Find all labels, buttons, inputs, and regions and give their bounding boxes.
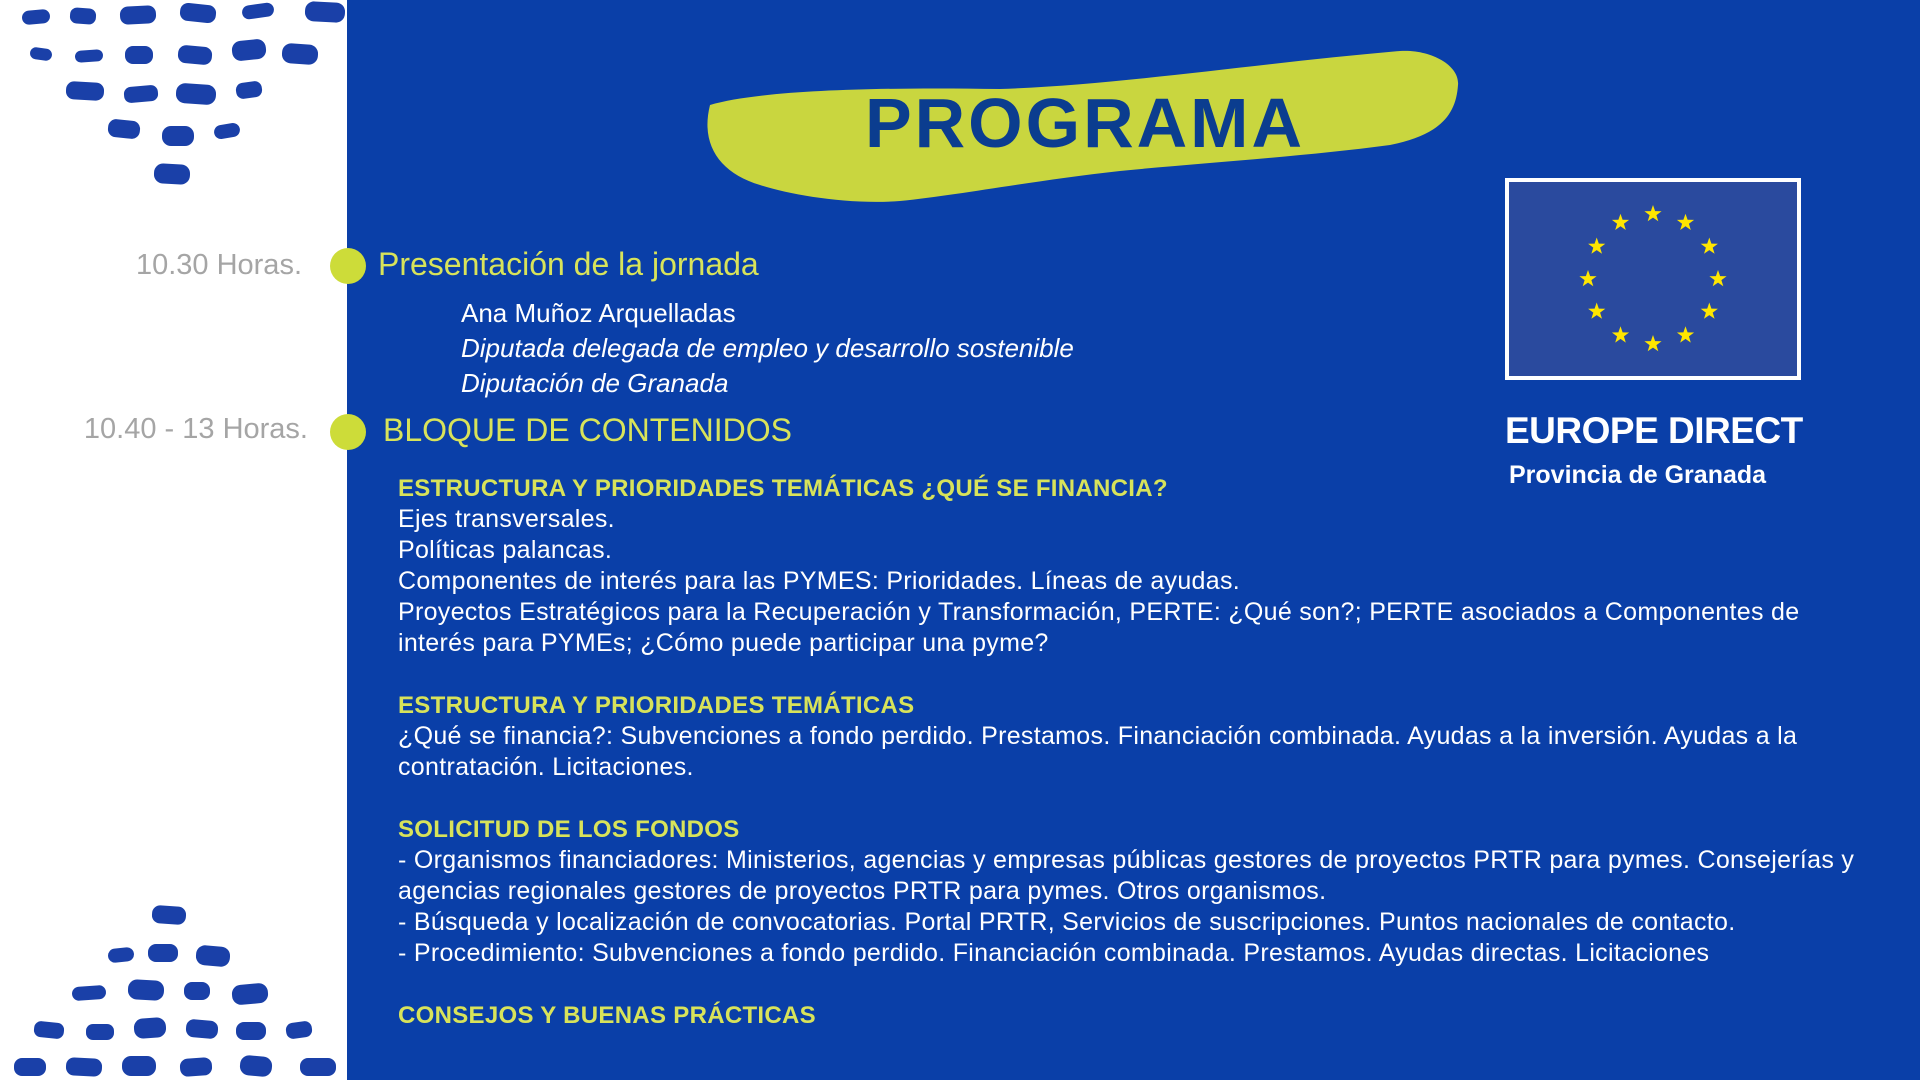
agenda-time: 10.40 - 13 Horas. [83, 413, 308, 445]
section-line: ¿Qué se financia?: Subvenciones a fondo perdido. Prestamos. Financiación combinada. Ayudas a la inversión. Ayudas a la contratación. Licitaciones. [398, 722, 1798, 781]
logo-title: EUROPE DIRECT [1505, 410, 1803, 451]
speaker-name: Ana Muñoz Arquelladas [461, 298, 736, 328]
eu-star-icon [1612, 326, 1629, 342]
section-line: Ejes transversales. [398, 505, 615, 533]
agenda-time: 10.30 Horas. [135, 249, 302, 281]
speaker-role: Diputada delegada de empleo y desarrollo sostenible [461, 333, 1074, 363]
section-line: - Procedimiento: Subvenciones a fondo perdido. Financiación combinada. Prestamos. Ayudas directas. Licitaciones [398, 939, 1710, 967]
eu-star-icon [1644, 205, 1661, 221]
page-title: PROGRAMA [864, 84, 1306, 162]
logo-subtitle: Provincia de Granada [1509, 461, 1767, 489]
section-line: - Búsqueda y localización de convocatorias. Portal PRTR, Servicios de suscripciones. Puntos nacionales de contacto. [398, 908, 1736, 936]
eu-star-icon [1701, 303, 1718, 319]
speaker-block [461, 296, 1074, 401]
section-line: Componentes de interés para las PYMES: Prioridades. Líneas de ayudas. [398, 567, 1241, 595]
timeline-bullet [330, 414, 366, 450]
eu-star-icon [1709, 270, 1726, 286]
eu-flag-icon [1505, 178, 1801, 380]
eu-stars [1509, 182, 1797, 376]
agenda-heading: BLOQUE DE CONTENIDOS [383, 412, 792, 448]
eu-star-icon [1677, 326, 1694, 342]
section-heading: CONSEJOS Y BUENAS PRÁCTICAS [398, 1002, 816, 1029]
timeline-bullet [330, 248, 366, 284]
section-line: Proyectos Estratégicos para la Recuperación y Transformación, PERTE: ¿Qué son?; PERTE asociados a Componentes de interés para PYMEs; ¿Cómo puede participar una pyme? [398, 598, 1800, 657]
eu-star-icon [1579, 270, 1596, 286]
eu-star-icon [1677, 214, 1694, 230]
eu-star-icon [1588, 303, 1605, 319]
section-heading: ESTRUCTURA Y PRIORIDADES TEMÁTICAS ¿QUÉ SE FINANCIA? [398, 475, 1168, 502]
left-decor-panel [0, 0, 347, 1080]
section-line: Políticas palancas. [398, 536, 613, 564]
eu-star-icon [1644, 335, 1661, 351]
eu-star-icon [1612, 214, 1629, 230]
eu-star-icon [1588, 238, 1605, 254]
agenda-heading: Presentación de la jornada [378, 246, 759, 282]
content-block [398, 473, 1878, 1031]
speaker-organization: Diputación de Granada [461, 368, 729, 398]
section-heading: SOLICITUD DE LOS FONDOS [398, 816, 740, 843]
title-banner [700, 45, 1470, 205]
brush-dots-decoration [0, 0, 347, 1080]
eu-star-icon [1701, 238, 1718, 254]
section-line: - Organismos financiadores: Ministerios, agencias y empresas públicas gestores de proyectos PRTR para pymes. Consejerías y agencias regionales gestores de proyectos PRTR para pymes. Otros organismos. [398, 846, 1855, 905]
section-heading: ESTRUCTURA Y PRIORIDADES TEMÁTICAS [398, 692, 915, 719]
